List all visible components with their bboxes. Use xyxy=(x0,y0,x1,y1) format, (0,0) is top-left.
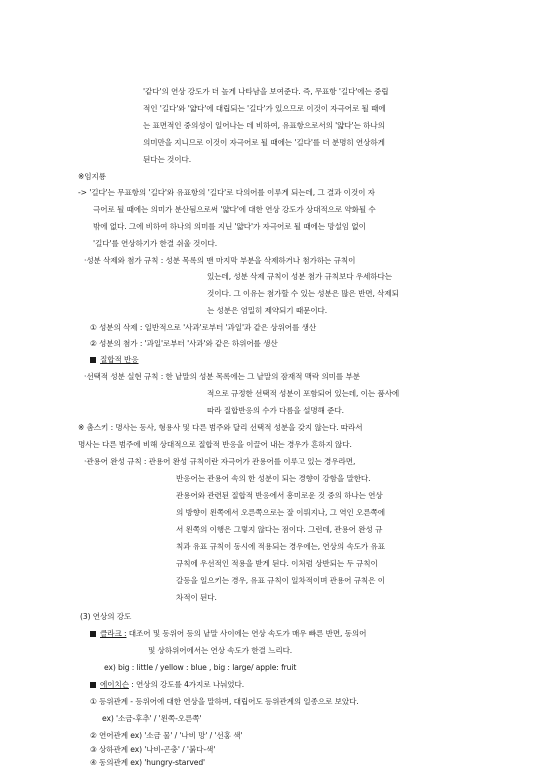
rule-line: ·선택적 성분 실현 규칙 : 한 낱말의 성분 목록에는 그 낱말의 잠재적 맥락 의미를 부분 xyxy=(84,372,360,381)
rule-line: 차적이 된다. xyxy=(176,593,217,602)
rule-line: ·성분 삭제와 첨가 규칙 : 성분 목록의 맨 마지막 부분을 삭제하거나 첨가하는 규칙이 xyxy=(84,256,356,265)
text-line: 된다는 것이다. xyxy=(143,155,192,164)
rule-line: ·관용어 완성 규칙 : 관용어 완성 규칙이란 자극어가 관용어를 이루고 있는 경우라면, xyxy=(84,457,356,466)
square-bullet-icon xyxy=(90,682,96,688)
list-item: ② 성분의 첨가 : '과일'로부터 '사과'와 같은 하위어를 생산 xyxy=(90,339,278,348)
section-heading: (3) 연상의 강도 xyxy=(80,612,132,621)
square-bullet-icon xyxy=(90,357,96,363)
text-line: '같다'의 연상 강도가 더 높게 나타남을 보여준다. 즉, 무표항 '길다'에는 중립 xyxy=(143,87,389,96)
rule-line: 관용어와 관련된 질합적 반응에서 흥미로운 것 중의 하나는 연상 xyxy=(176,491,383,500)
note-line: ※ 촘스키 : 명사는 동사, 형용사 및 다른 범주와 달리 선택적 성분을 갖지 않는다. 따라서 xyxy=(78,423,363,432)
example-line: ex) big : little / yellow : blue , big : large/ apple: fruit xyxy=(104,663,297,672)
square-bullet-icon xyxy=(90,631,96,637)
rule-line: 갈등을 일으키는 경우, 유표 규칙이 일차적이며 관용어 규칙은 이 xyxy=(176,576,385,585)
rule-line: 반응어는 관용어 속의 한 성분이 되는 경향이 강함을 말한다. xyxy=(176,474,371,483)
rule-line: 칙과 유표 규칙이 동시에 적용되는 경우에는, 연상의 속도가 유표 xyxy=(176,542,385,551)
paragraph-line: 클라크 : 대조어 및 동위어 등의 낱말 사이에는 연상 속도가 매우 빠른 반면, 동의어 xyxy=(90,628,366,639)
text-line: 는 표면적인 중의성이 일어나는 데 비하여, 유표항으로서의 '얇다'는 하나의 xyxy=(143,121,385,130)
rule-line: 있는데, 성분 삭제 규칙이 성분 첨가 규칙보다 우세하다는 xyxy=(207,272,392,281)
rule-line: 의 방향이 왼쪽에서 오른쪽으로는 잘 이뤄지나, 그 역인 오른쪽에 xyxy=(176,508,385,517)
list-item: ② 연어관계 ex) '소금 물' / '나비 망' / '선홍 색' xyxy=(90,731,243,740)
text-line: -> '길다'는 무표항의 '길다'와 유표항의 '길다'로 다의어를 이루게 되는데, 그 결과 이것이 자 xyxy=(78,188,375,197)
paragraph-line: 에이치슨 : 연상의 강도를 4가지로 나눠었다. xyxy=(90,679,244,690)
text-line: 의미만을 지니므로 이것이 자극어로 될 때에는 '길다'를 더 분명히 연상하게 xyxy=(143,138,385,147)
rule-line: 적으로 규정한 선택적 성분이 포함되어 있는데, 이는 품사에 xyxy=(207,389,400,398)
source-note: ※임지룡 xyxy=(78,172,106,181)
paragraph-line: 및 상하위어에서는 연상 속도가 한결 느리다. xyxy=(148,646,293,655)
list-item: ① 성분의 삭제 : 일반적으로 '사과'로부터 '과일'과 같은 상위어를 생산 xyxy=(90,323,317,332)
list-item: ③ 상하관계 ex) '나비-곤충' / '붉다-색' xyxy=(90,745,216,754)
note-line: 명사는 다른 범주에 비해 상대적으로 질합적 반응을 이끌어 내는 경우가 흔하지 않다. xyxy=(78,440,352,449)
rule-line: 규칙에 우선적인 적용을 받게 된다. 이처럼 상반되는 두 규칙이 xyxy=(176,559,378,568)
list-item: ① 등위관계 - 등위어에 대한 연상을 말하며, 대립어도 등위관계의 일종으로 보았다. xyxy=(90,697,359,706)
section-heading: 질합적 반응 xyxy=(90,354,139,365)
rule-line: 서 왼쪽의 이행은 그렇지 않다는 점이다. 그런데, 관용어 완성 규 xyxy=(176,525,383,534)
text-line: 적인 '길다'와 '얇다'에 대립되는 '길다'가 있으므로 이것이 자극어로 될 때에 xyxy=(143,104,386,113)
text-line: 밖에 없다. 그에 비하여 하나의 의미를 지닌 '얇다'가 자극어로 될 때에는 망설임 없이 xyxy=(93,222,366,231)
rule-line: 따라 질합반응의 수가 다름을 설명해 준다. xyxy=(207,406,344,415)
rule-line: 것이다. 그 이유는 첨가할 수 있는 성분은 많은 반면, 삭제되 xyxy=(207,289,399,298)
example-line: ex) '소금-후추' / '왼쪽-오른쪽' xyxy=(102,714,202,723)
text-line: '길다'를 연상하기가 한결 쉬울 것이다. xyxy=(93,239,218,248)
text-line: 극어로 될 때에는 의미가 분산됨으로써 '얇다'에 대한 연상 강도가 상대적으로 약화될 수 xyxy=(93,205,376,214)
list-item: ④ 동의관계 ex) 'hungry-starved' xyxy=(90,758,206,767)
rule-line: 는 성분은 엄밀히 제약되기 때문이다. xyxy=(207,306,328,315)
